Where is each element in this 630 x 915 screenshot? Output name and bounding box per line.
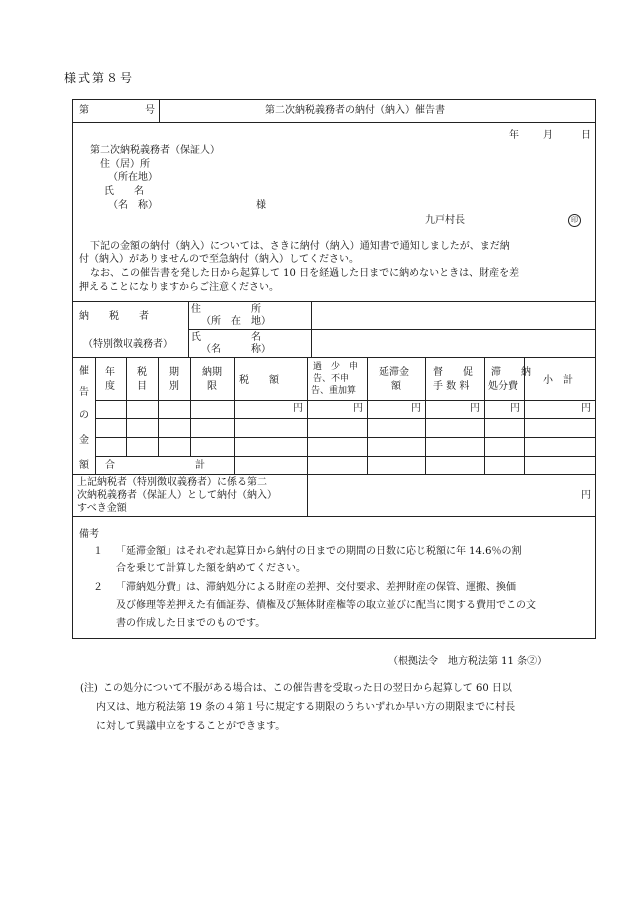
taxpayer-label: 納 税 者: [79, 311, 149, 322]
number-label-left: 第: [79, 105, 89, 116]
yen-disposition: 円: [510, 403, 520, 414]
payable-yen: 円: [581, 490, 591, 501]
header-fee-1: 督 促: [433, 367, 473, 378]
note-line-1: この処分について不服がある場合は、この催告書を受取った日の翌日から起算して 60 日以: [103, 683, 512, 694]
taxpayer-name-label: 氏 名: [191, 332, 261, 343]
total-label: 合 計: [105, 460, 205, 471]
taxpayer-location-label: （所 在 地）: [201, 316, 271, 327]
taxpayer-address-label: 住 所: [191, 304, 261, 315]
yen-fee: 円: [470, 403, 480, 414]
remark-2-line-3: 書の作成した日までのものです。: [116, 618, 266, 629]
note-line-3: に対して異議申立をすることができます。: [96, 721, 286, 732]
payable-line-1: 上記納税者（特別徴収義務者）に係る第二: [77, 477, 267, 488]
document-title: 第二次納税義務者の納付（納入）催告書: [265, 105, 445, 116]
yen-tax: 円: [293, 403, 303, 414]
header-deadline-2: 限: [207, 381, 217, 392]
side-char-4: 金: [79, 435, 89, 446]
header-period-2: 別: [169, 381, 179, 392]
side-char-3: の: [79, 410, 89, 421]
remark-2-number: ２: [93, 582, 103, 593]
header-delinquent-1: 延滞金: [379, 367, 409, 378]
address-label: 住（居）所: [100, 159, 150, 170]
taxpayer-sub-label: （特別徴収義務者）: [83, 339, 173, 350]
side-char-1: 催: [79, 366, 89, 377]
header-period-1: 期: [169, 367, 179, 378]
remarks-heading: 備考: [79, 529, 99, 540]
yen-subtotal: 円: [581, 403, 591, 414]
body-line-3: なお、この催告書を発した日から起算して 10 日を経過した日までに納めないときは、財産を差: [90, 268, 520, 279]
date-year: 年: [509, 130, 519, 141]
remark-2-line-1: 「滞納処分費」は、滞納処分による財産の差押、交付要求、差押財産の保管、運搬、換価: [116, 582, 516, 593]
name-label: 氏 名: [104, 186, 144, 197]
seal-mark: 印: [568, 214, 581, 227]
number-label-right: 号: [145, 105, 155, 116]
header-delinquent-2: 額: [391, 381, 401, 392]
payable-line-2: 次納税義務者（保証人）として納付（納入）: [77, 490, 277, 501]
header-under-2: 告、不申: [313, 374, 350, 384]
form-number: 様式第８号: [64, 71, 135, 85]
notice-form: [72, 99, 596, 639]
date-day: 日: [581, 130, 591, 141]
header-under-3: 告、重加算: [311, 386, 357, 396]
header-year-1: 年: [105, 367, 115, 378]
note-line-2: 内又は、地方税法第 19 条の４第１号に規定する期限のうちいずれか早い方の期限までに村長: [96, 702, 516, 713]
side-char-2: 告: [79, 387, 89, 398]
header-item-2: 目: [137, 381, 147, 392]
taxpayer-title-label: （名 称）: [201, 344, 271, 355]
header-fee-2: 手 数 料: [433, 381, 470, 392]
location-label: （所在地）: [108, 172, 158, 183]
remark-2-line-2: 及び修理等差押えた有価証券、債権及び無体財産権等の取立並びに配当に関する費用でこの文: [116, 600, 536, 611]
side-char-5: 額: [79, 460, 89, 471]
date-month: 月: [543, 130, 553, 141]
payable-line-3: すべき金額: [77, 503, 127, 514]
header-year-2: 度: [105, 381, 115, 392]
header-tax: 税 額: [239, 375, 279, 386]
title-label: （名 称）: [108, 200, 158, 211]
header-disposition-2: 処分費: [488, 381, 518, 392]
body-line-4: 押えることになりますからご注意ください。: [79, 282, 279, 293]
legal-basis: （根拠法令 地方税法第 11 条②）: [388, 656, 548, 667]
remark-1-line-1: 「延滞金額」はそれぞれ起算日から納付の日までの期間の日数に応じ税額に年 14.6％の割: [116, 546, 522, 557]
yen-delinquent: 円: [411, 403, 421, 414]
header-disposition-1: 滞 納: [491, 367, 531, 378]
header-subtotal: 小 計: [543, 375, 573, 386]
header-deadline-1: 納期: [202, 367, 222, 378]
header-under-1: 過 少 申: [313, 362, 359, 372]
remark-1-number: １: [93, 546, 103, 557]
yen-underpayment: 円: [353, 403, 363, 414]
body-line-1: 下記の金額の納付（納入）については、さきに納付（納入）通知書で通知しましたが、まだ納: [90, 241, 510, 252]
addressee-heading: 第二次納税義務者（保証人）: [90, 145, 220, 156]
honorific: 様: [256, 200, 266, 211]
remark-1-line-2: 合を乗じて計算した額を納めてください。: [116, 563, 306, 574]
note-label: (注): [80, 683, 98, 694]
issuer-name: 九戸村長: [425, 215, 465, 226]
header-item-1: 税: [137, 367, 147, 378]
body-line-2: 付（納入）がありませんので至急納付（納入）してください。: [79, 254, 359, 265]
